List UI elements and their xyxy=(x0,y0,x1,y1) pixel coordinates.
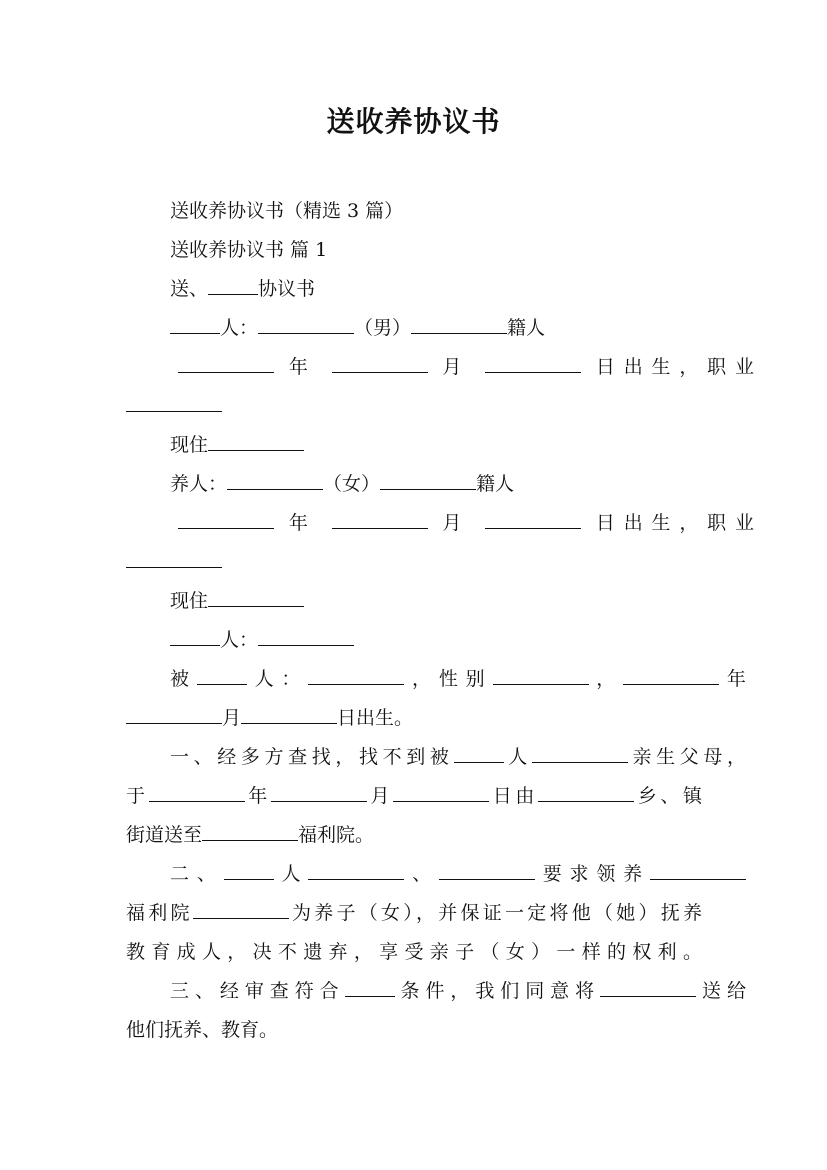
blank-field[interactable] xyxy=(126,549,222,568)
blank-field[interactable] xyxy=(454,744,504,763)
doc-chapter: 送收养协议书 篇 1 xyxy=(170,239,328,261)
blank-field[interactable] xyxy=(532,744,628,763)
clause-3-line-1: 三、经审查符合 条件，我们同意将 送给 xyxy=(170,980,746,1002)
blank-field[interactable] xyxy=(208,276,258,295)
blank-field[interactable] xyxy=(178,354,274,373)
blank-field[interactable] xyxy=(227,471,323,490)
document-title: 送收养协议书 xyxy=(326,105,501,138)
adoptee-birth-line: 月 日出生。 xyxy=(126,705,702,731)
blank-field[interactable] xyxy=(208,588,304,607)
blank-field[interactable] xyxy=(380,471,476,490)
blank-field[interactable] xyxy=(258,315,354,334)
doc-subtitle: 送收养协议书（精选 3 篇） xyxy=(170,200,404,222)
clause-2-line-2: 福利院 为养子（女），并保证一定将他（她）抚养 xyxy=(126,902,702,924)
blank-field[interactable] xyxy=(650,861,746,880)
party-third-line: 人： xyxy=(126,627,746,653)
blank-field[interactable] xyxy=(600,978,696,997)
blank-field[interactable] xyxy=(308,666,404,685)
blank-field[interactable] xyxy=(623,666,719,685)
blank-field[interactable] xyxy=(308,861,404,880)
blank-field[interactable] xyxy=(485,354,581,373)
residence-line: 现住 xyxy=(126,432,746,458)
blank-field[interactable] xyxy=(224,861,274,880)
blank-field[interactable] xyxy=(393,783,489,802)
blank-field[interactable] xyxy=(208,432,304,451)
blank-field[interactable] xyxy=(439,861,535,880)
party-giver-birth-line: 年 月 日出生，职业 xyxy=(126,354,754,380)
blank-field[interactable] xyxy=(126,393,222,412)
blank-field[interactable] xyxy=(149,783,245,802)
clause-2-line-1: 二、 人 、 要求领养 xyxy=(126,861,746,887)
clause-3-line-2: 他们抚养、教育。 xyxy=(126,1019,279,1041)
party-giver-line: 人： （男） 籍人 xyxy=(126,315,746,341)
blank-field[interactable] xyxy=(332,510,428,529)
clause-1-line-1: 一、经多方查找，找不到被 人 亲生父母， xyxy=(170,746,746,768)
residence-line: 现住 xyxy=(126,588,746,614)
clause-2-line-3: 教育成人，决不遗弃，享受亲子（女）一样的权利。 xyxy=(126,941,702,963)
blank-field[interactable] xyxy=(332,354,428,373)
blank-field[interactable] xyxy=(258,627,354,646)
blank-field[interactable] xyxy=(197,666,247,685)
party-adopter-birth-line: 年 月 日出生，职业 xyxy=(126,510,754,536)
blank-field[interactable] xyxy=(493,666,589,685)
blank-field[interactable] xyxy=(271,783,367,802)
blank-field[interactable] xyxy=(170,315,220,334)
blank-field[interactable] xyxy=(241,705,337,724)
party-adopter-line: 养人： （女） 籍人 xyxy=(170,473,515,495)
blank-field[interactable] xyxy=(202,822,298,841)
blank-field[interactable] xyxy=(485,510,581,529)
adoptee-line: 被 人： ，性别 ， 年 xyxy=(170,668,746,690)
blank-field[interactable] xyxy=(178,510,274,529)
blank-field[interactable] xyxy=(345,978,395,997)
clause-1-line-3: 街道送至 福利院。 xyxy=(126,824,375,846)
agreement-type-line: 送、 协议书 xyxy=(170,278,316,300)
blank-field[interactable] xyxy=(538,783,634,802)
clause-1-line-2: 于 年 月 日由 乡、镇 xyxy=(126,785,702,807)
job-blank-line xyxy=(126,549,702,575)
blank-field[interactable] xyxy=(411,315,507,334)
blank-field[interactable] xyxy=(126,705,222,724)
blank-field[interactable] xyxy=(170,627,220,646)
blank-field[interactable] xyxy=(193,900,289,919)
job-blank-line xyxy=(126,393,702,419)
